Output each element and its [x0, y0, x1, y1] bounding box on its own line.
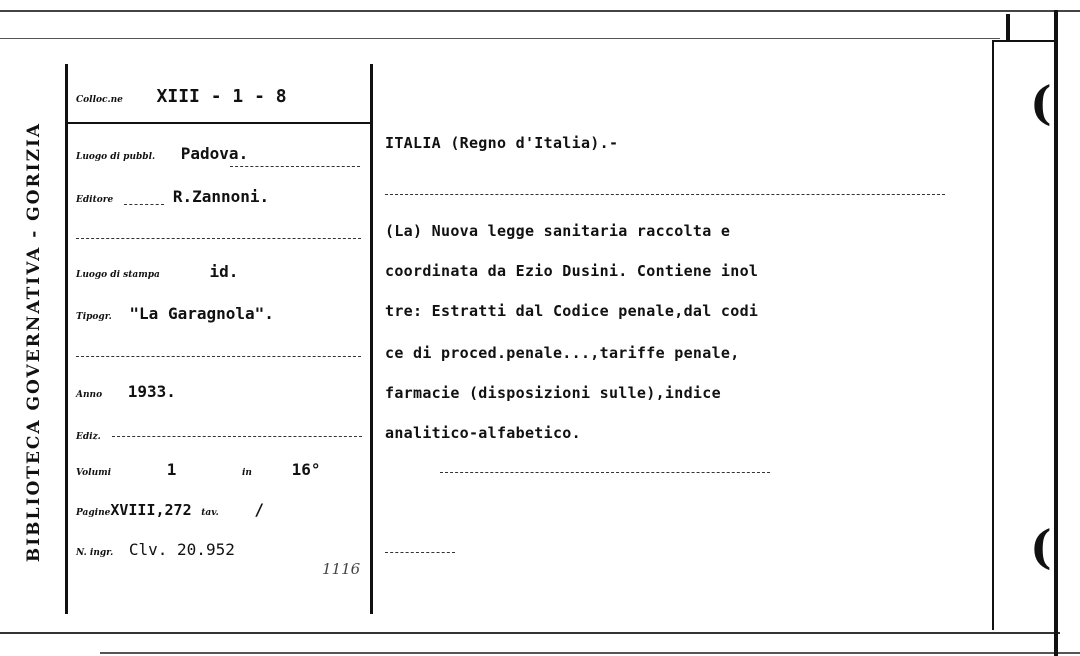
heading-separator: [385, 194, 945, 195]
binding-hole-bottom: (: [1030, 520, 1052, 574]
card-top-edge: [0, 10, 1080, 12]
luogo-stampa-value: id.: [209, 262, 239, 281]
card-top-rule: [0, 38, 1000, 39]
ediz-dash: [112, 436, 362, 437]
ingr-value: Clv. 20.952: [128, 540, 235, 559]
collocazione-value: XIII - 1 - 8: [156, 86, 287, 107]
formato-value: 16°: [291, 460, 321, 479]
colloc-separator: [68, 122, 370, 124]
binding-hole-top: (: [1030, 76, 1052, 130]
separator-2: [76, 356, 361, 357]
entry-heading: ITALIA (Regno d'Italia).-: [385, 134, 619, 152]
luogo-stampa-label: Luogo di stampa: [76, 270, 160, 280]
entry-line: tre: Estratti dal Codice penale,dal codi: [385, 302, 759, 320]
ingr-label: N. ingr.: [76, 548, 114, 558]
tipografia-value: "La Garagnola".: [129, 304, 274, 323]
volumi-value: 1: [166, 460, 177, 479]
collocazione-label: Colloc.ne: [76, 95, 123, 105]
anno-value: 1933.: [127, 382, 176, 401]
tipografia-label: Tipogr.: [76, 312, 112, 322]
middle-column-rule: [370, 64, 373, 614]
luogo-pubbl-value: Padova.: [180, 144, 249, 163]
entry-line: coordinata da Ezio Dusini. Contiene inol: [385, 262, 759, 280]
anno-label: Anno: [76, 390, 103, 400]
entry-line: (La) Nuova legge sanitaria raccolta e: [385, 222, 731, 240]
blank-line-1: [440, 472, 770, 473]
entry-line: analitico-alfabetico.: [385, 424, 581, 442]
corner-mark: [1006, 14, 1010, 40]
note-mark: 1116: [322, 560, 361, 578]
right-border: [992, 40, 994, 630]
collocazione-row: [76, 86, 287, 107]
tav-value: /: [254, 500, 264, 519]
editore-underline: [124, 204, 164, 205]
ediz-row: [76, 424, 101, 443]
ingr-row: [76, 540, 235, 559]
anno-row: [76, 382, 176, 401]
editore-label: Editore: [76, 195, 114, 205]
luogo-pubbl-label: Luogo di pubbl.: [76, 152, 156, 162]
card-bottom-rule: [0, 632, 1060, 634]
blank-line-2: [385, 552, 455, 553]
pagine-value: XVIII,272: [110, 501, 192, 519]
pagine-label: Pagine: [76, 508, 111, 518]
volumi-label: Volumi: [76, 468, 112, 478]
luogo-pubbl-dash: [230, 166, 360, 167]
in-label: in: [242, 468, 252, 478]
library-stamp-text: BIBLIOTECA GOVERNATIVA - GORIZIA: [24, 121, 44, 563]
card-bottom-edge: [100, 652, 1080, 654]
left-column-rule: [65, 64, 68, 614]
editore-value: R.Zannoni.: [172, 187, 270, 206]
tav-label: tav.: [201, 508, 219, 518]
entry-line: ce di proced.penale...,tariffe penale,: [385, 344, 740, 362]
right-edge: [1054, 10, 1058, 656]
luogo-stampa-row: [76, 262, 238, 281]
separator-1: [76, 238, 361, 239]
luogo-pubbl-row: [76, 144, 248, 163]
tipografia-row: [76, 304, 274, 323]
editore-row: [76, 187, 269, 206]
pagine-row: [76, 500, 264, 519]
entry-line: farmacie (disposizioni sulle),indice: [385, 384, 721, 402]
library-stamp: [14, 92, 54, 592]
ediz-label: Ediz.: [76, 432, 101, 442]
volumi-row: [76, 460, 321, 479]
right-border-top: [994, 40, 1054, 42]
